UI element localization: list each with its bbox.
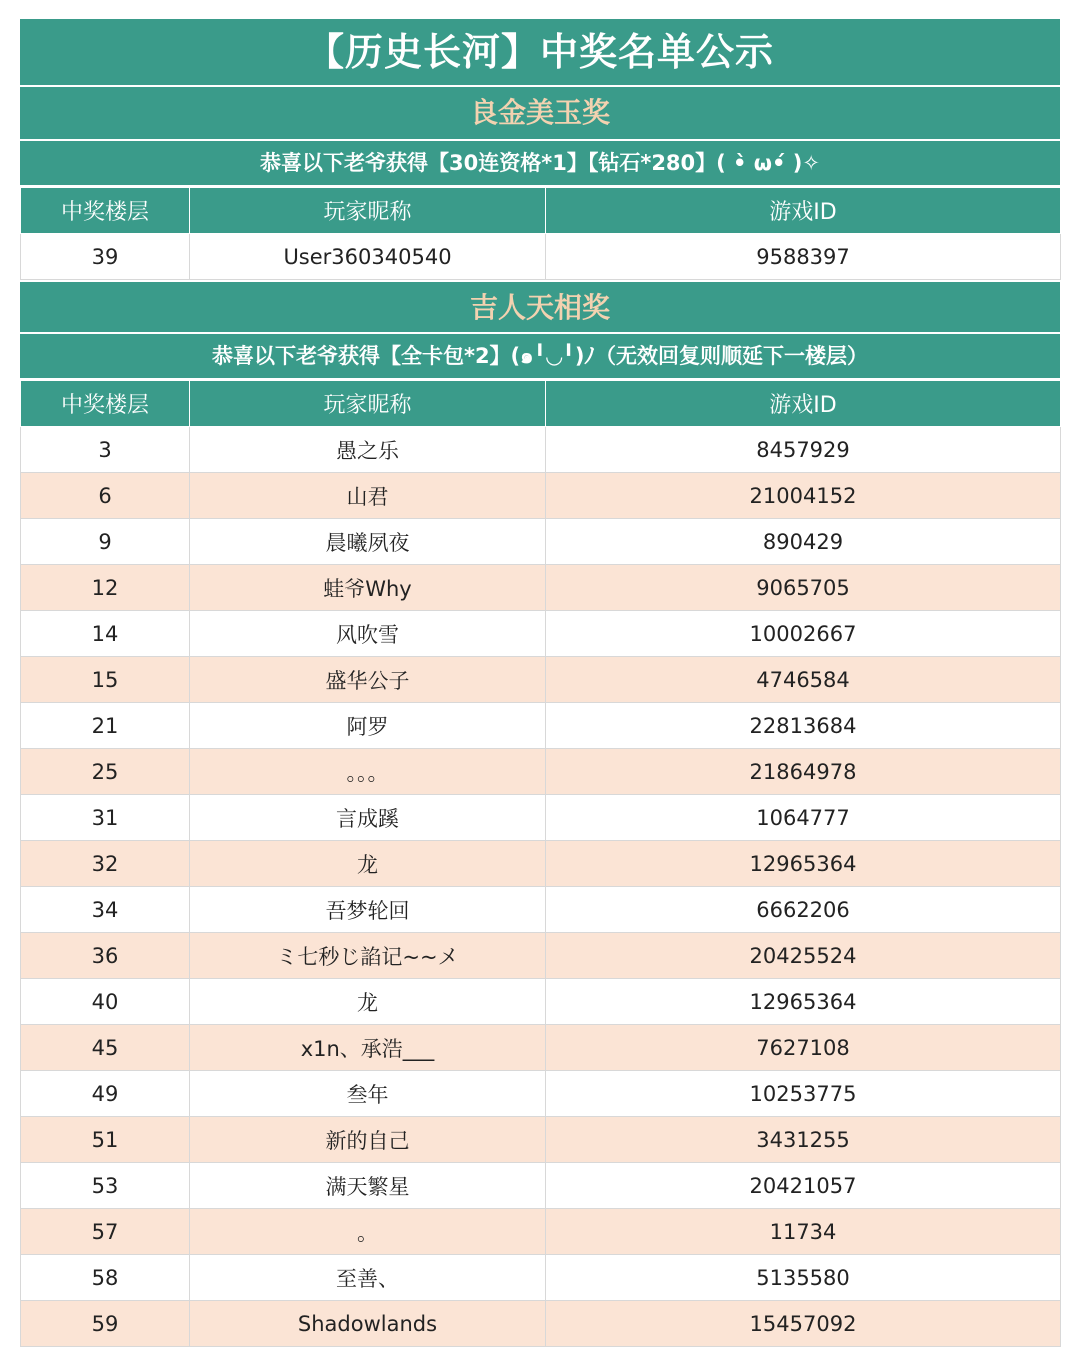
cell-nickname: 山君 <box>190 473 546 519</box>
cell-floor: 12 <box>21 565 190 611</box>
cell-nickname: Shadowlands <box>190 1301 546 1347</box>
cell-floor: 21 <box>21 703 190 749</box>
cell-floor: 36 <box>21 933 190 979</box>
cell-floor: 57 <box>21 1209 190 1255</box>
cell-floor: 51 <box>21 1117 190 1163</box>
cell-nickname: 龙 <box>190 841 546 887</box>
cell-nickname: 言成蹊 <box>190 795 546 841</box>
cell-floor: 15 <box>21 657 190 703</box>
cell-game-id: 21864978 <box>546 749 1061 795</box>
cell-floor: 49 <box>21 1071 190 1117</box>
cell-floor: 53 <box>21 1163 190 1209</box>
header-game-id: 游戏ID <box>546 381 1061 427</box>
table-row <box>21 1071 1061 1117</box>
winner-sheet <box>20 19 1060 1347</box>
table-row <box>21 234 1061 280</box>
cell-floor: 45 <box>21 1025 190 1071</box>
cell-floor: 34 <box>21 887 190 933</box>
cell-floor: 3 <box>21 427 190 473</box>
header-floor: 中奖楼层 <box>21 188 190 234</box>
cell-floor: 6 <box>21 473 190 519</box>
cell-floor: 14 <box>21 611 190 657</box>
cell-floor: 31 <box>21 795 190 841</box>
prize-subtitle-1: 恭喜以下老爷获得【30连资格*1】【钻石*280】( •̀ ω•́ )✧ <box>20 141 1060 187</box>
cell-game-id: 20425524 <box>546 933 1061 979</box>
cell-floor: 59 <box>21 1301 190 1347</box>
table-row <box>21 1163 1061 1209</box>
cell-nickname: 。 <box>190 1209 546 1255</box>
table-row <box>21 703 1061 749</box>
cell-game-id: 9065705 <box>546 565 1061 611</box>
header-nickname: 玩家昵称 <box>190 188 546 234</box>
cell-nickname: 吾梦轮回 <box>190 887 546 933</box>
cell-game-id: 4746584 <box>546 657 1061 703</box>
cell-floor: 32 <box>21 841 190 887</box>
cell-nickname: 愚之乐 <box>190 427 546 473</box>
cell-game-id: 15457092 <box>546 1301 1061 1347</box>
table-row <box>21 1255 1061 1301</box>
prize-title-1: 良金美玉奖 <box>20 87 1060 141</box>
table-row <box>21 749 1061 795</box>
table-row <box>21 611 1061 657</box>
cell-nickname: 叁年 <box>190 1071 546 1117</box>
prize-subtitle-2: 恭喜以下老爷获得【全卡包*2】(๑╹◡╹)ﾉ（无效回复则顺延下一楼层） <box>20 334 1060 380</box>
cell-game-id: 3431255 <box>546 1117 1061 1163</box>
cell-nickname: 。。。 <box>190 749 546 795</box>
table-row <box>21 473 1061 519</box>
cell-game-id: 10002667 <box>546 611 1061 657</box>
winner-table-1 <box>20 187 1061 280</box>
cell-game-id: 21004152 <box>546 473 1061 519</box>
cell-nickname: 风吹雪 <box>190 611 546 657</box>
cell-nickname: 盛华公子 <box>190 657 546 703</box>
table-row <box>21 565 1061 611</box>
cell-game-id: 9588397 <box>546 234 1061 280</box>
table-header-row <box>21 188 1061 234</box>
cell-floor: 40 <box>21 979 190 1025</box>
cell-nickname: 阿罗 <box>190 703 546 749</box>
cell-nickname: 龙 <box>190 979 546 1025</box>
cell-nickname: User360340540 <box>190 234 546 280</box>
table-row <box>21 1301 1061 1347</box>
cell-game-id: 5135580 <box>546 1255 1061 1301</box>
cell-game-id: 20421057 <box>546 1163 1061 1209</box>
table-header-row <box>21 381 1061 427</box>
cell-game-id: 8457929 <box>546 427 1061 473</box>
cell-game-id: 10253775 <box>546 1071 1061 1117</box>
header-nickname: 玩家昵称 <box>190 381 546 427</box>
cell-floor: 39 <box>21 234 190 280</box>
table-row <box>21 519 1061 565</box>
table-row <box>21 887 1061 933</box>
cell-game-id: 1064777 <box>546 795 1061 841</box>
cell-nickname: 至善、 <box>190 1255 546 1301</box>
cell-nickname: 满天繁星 <box>190 1163 546 1209</box>
table-row <box>21 979 1061 1025</box>
cell-nickname: 新的自己 <box>190 1117 546 1163</box>
table-row <box>21 933 1061 979</box>
cell-game-id: 7627108 <box>546 1025 1061 1071</box>
cell-nickname: x1n、承浩___ <box>190 1025 546 1071</box>
cell-nickname: 晨曦夙夜 <box>190 519 546 565</box>
header-floor: 中奖楼层 <box>21 381 190 427</box>
table-row <box>21 1025 1061 1071</box>
page-title: 【历史长河】中奖名单公示 <box>20 19 1060 87</box>
prize-title-2: 吉人天相奖 <box>20 280 1060 334</box>
cell-game-id: 11734 <box>546 1209 1061 1255</box>
table-row <box>21 427 1061 473</box>
cell-game-id: 6662206 <box>546 887 1061 933</box>
header-game-id: 游戏ID <box>546 188 1061 234</box>
cell-nickname: 蛙爷Why <box>190 565 546 611</box>
cell-nickname: ミ七秒じ諂记~~メ <box>190 933 546 979</box>
winner-table-2 <box>20 380 1061 1347</box>
cell-game-id: 12965364 <box>546 979 1061 1025</box>
cell-game-id: 12965364 <box>546 841 1061 887</box>
table-row <box>21 841 1061 887</box>
table-row <box>21 657 1061 703</box>
table-row <box>21 795 1061 841</box>
cell-game-id: 890429 <box>546 519 1061 565</box>
table-row <box>21 1209 1061 1255</box>
table-row <box>21 1117 1061 1163</box>
cell-floor: 25 <box>21 749 190 795</box>
cell-floor: 58 <box>21 1255 190 1301</box>
cell-game-id: 22813684 <box>546 703 1061 749</box>
cell-floor: 9 <box>21 519 190 565</box>
